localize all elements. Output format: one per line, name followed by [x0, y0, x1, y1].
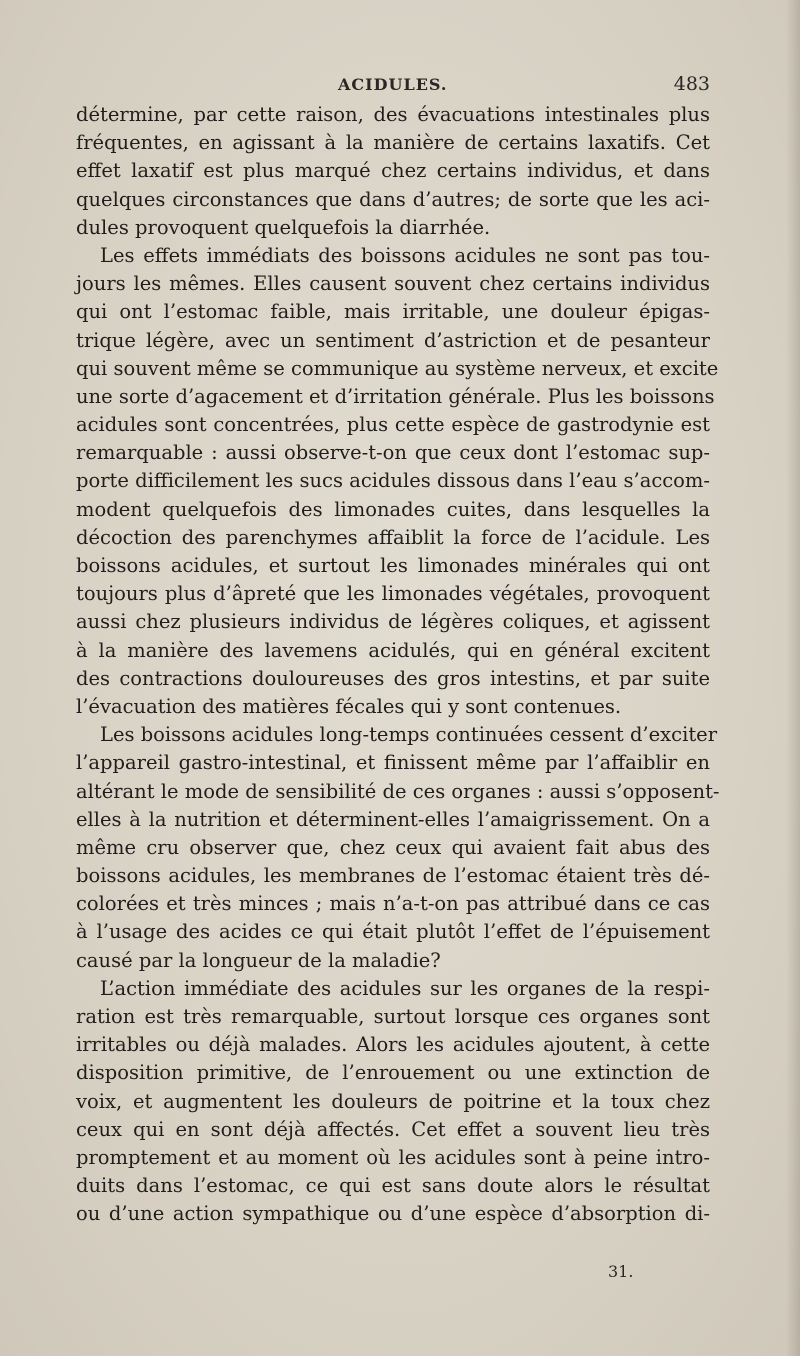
- text-line: elles à la nutrition et déterminent-elles l’amaigrissement. On a: [76, 807, 710, 831]
- text-line: dules provoquent quelquefois la diarrhée.: [76, 215, 491, 239]
- text-line: l’appareil gastro-intestinal, et finissent même par l’affaiblir en: [76, 751, 710, 775]
- text-line: boissons acidules, et surtout les limonades minérales qui ont: [76, 554, 710, 577]
- page-number: 483: [673, 73, 710, 95]
- text-line: quelques circonstances que dans d’autres; de sorte que les aci-: [76, 187, 710, 211]
- signature-mark: 31.: [608, 1262, 634, 1281]
- text-line: à la manière des lavemens acidulés, qui en général excitent: [76, 638, 710, 662]
- running-title: ACIDULES.: [338, 75, 448, 94]
- text-line: causé par la longueur de la maladie?: [76, 948, 441, 972]
- body-text: [76, 101, 720, 1229]
- text-line: des contractions douloureuses des gros intestins, et par suite: [76, 666, 710, 690]
- text-line: boissons acidules, les membranes de l’estomac étaient très dé-: [76, 864, 710, 888]
- page-header: [76, 70, 710, 100]
- text-line: aussi chez plusieurs individus de légères coliques, et agissent: [76, 610, 710, 634]
- text-line: à l’usage des acides ce qui était plutôt l’effet de l’épuisement: [76, 920, 710, 944]
- text-line: colorées et très minces ; mais n’a-t-on pas attribué dans ce cas: [76, 892, 710, 916]
- text-line: ceux qui en sont déjà affectés. Cet effet a souvent lieu très: [76, 1117, 710, 1141]
- text-line: altérant le mode de sensibilité de ces organes : aussi s’opposent-: [76, 779, 720, 803]
- text-line: même cru observer que, chez ceux qui avaient fait abus des: [76, 835, 710, 859]
- text-line: remarquable : aussi observe-t-on que ceux dont l’estomac sup-: [76, 441, 710, 465]
- text-line: porte difficilement les sucs acidules dissous dans l’eau s’accom-: [76, 469, 710, 493]
- text-line: qui ont l’estomac faible, mais irritable, une douleur épigas-: [76, 300, 710, 324]
- text-line: ou d’une action sympathique ou d’une espèce d’absorption di-: [76, 1202, 710, 1226]
- text-line: l’évacuation des matières fécales qui y sont contenues.: [76, 694, 622, 718]
- text-line: toujours plus d’âpreté que les limonades végétales, provoquent: [76, 582, 710, 606]
- text-line: irritables ou déjà malades. Alors les acidules ajoutent, à cette: [76, 1033, 710, 1057]
- text-line: Les boissons acidules long-temps continuées cessent d’exciter: [100, 723, 718, 747]
- text-line: qui souvent même se communique au système nerveux, et excite: [76, 356, 719, 380]
- text-line: Les effets immédiats des boissons acidules ne sont pas tou-: [100, 243, 710, 267]
- page-edge-shadow: [786, 0, 800, 1356]
- text-line: voix, et augmentent les douleurs de poitrine et la toux chez: [76, 1089, 710, 1113]
- text-line: duits dans l’estomac, ce qui est sans doute alors le résultat: [76, 1174, 710, 1198]
- text-line: effet laxatif est plus marqué chez certains individus, et dans: [76, 159, 710, 183]
- text-line: promptement et au moment où les acidules sont à peine intro-: [76, 1145, 710, 1169]
- text-line: fréquentes, en agissant à la manière de certains laxatifs. Cet: [76, 131, 710, 155]
- text-line: ration est très remarquable, surtout lorsque ces organes sont: [76, 1005, 710, 1028]
- text-line: trique légère, avec un sentiment d’astriction et de pesanteur: [76, 328, 710, 352]
- text-line: jours les mêmes. Elles causent souvent chez certains individus: [76, 272, 710, 296]
- text-line: une sorte d’agacement et d’irritation générale. Plus les boissons: [76, 384, 715, 408]
- text-line: modent quelquefois des limonades cuites, dans lesquelles la: [76, 497, 710, 521]
- text-line: disposition primitive, de l’enrouement ou une extinction de: [76, 1061, 710, 1085]
- text-line: acidules sont concentrées, plus cette espèce de gastrodynie est: [76, 413, 710, 437]
- text-line: détermine, par cette raison, des évacuations intestinales plus: [76, 103, 710, 126]
- text-line: L’action immédiate des acidules sur les organes de la respi-: [100, 976, 710, 1000]
- text-line: décoction des parenchymes affaiblit la force de l’acidule. Les: [76, 525, 710, 549]
